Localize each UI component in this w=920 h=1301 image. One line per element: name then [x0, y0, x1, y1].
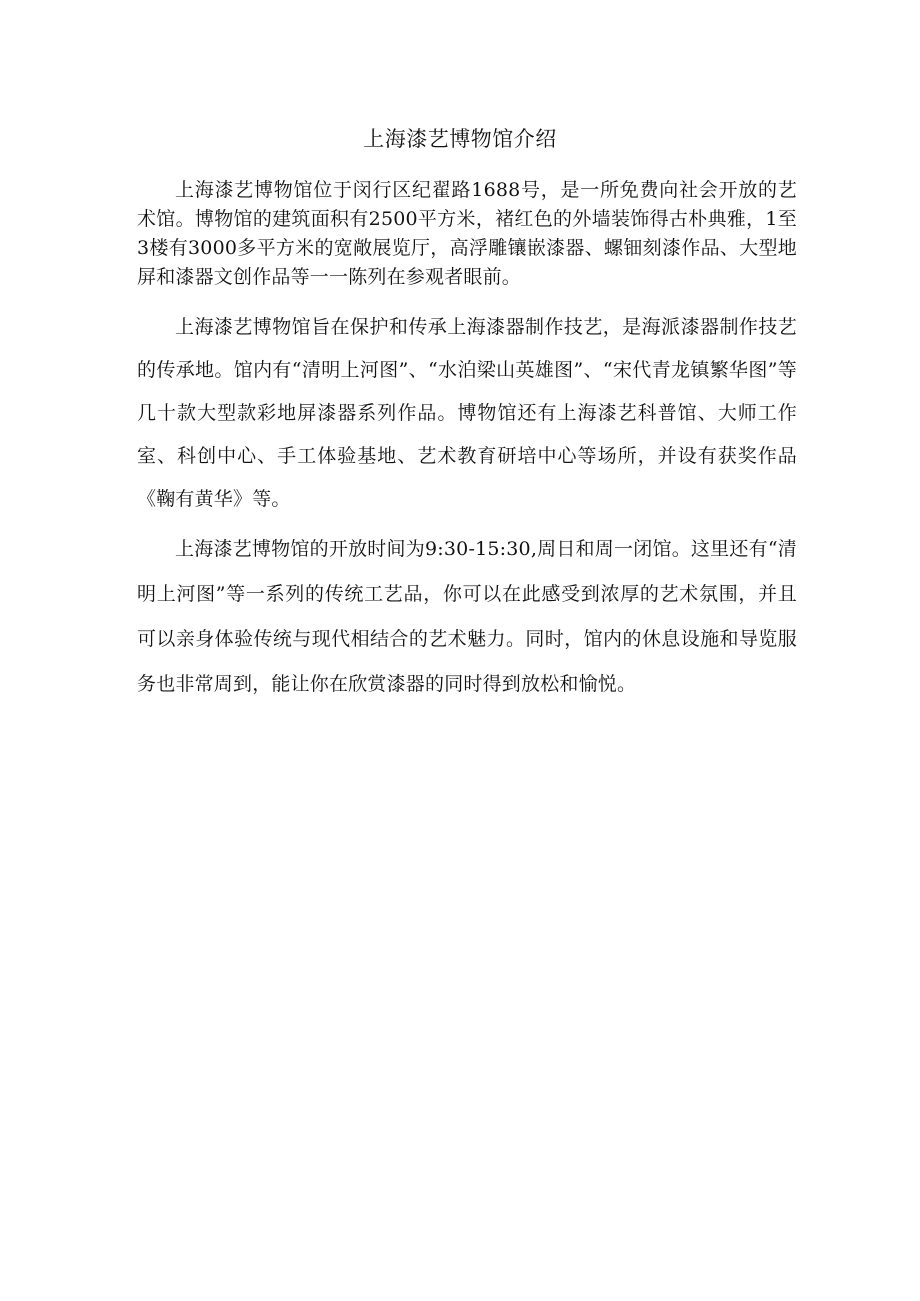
document-body: [137, 176, 797, 707]
paragraph-opening-hours: 上海漆艺博物馆的开放时间为9:30-15:30,周日和周一闭馆。这里还有“清明上河图”等一系列的传统工艺品，你可以在此感受到浓厚的艺术氛围，并且可以亲身体验传统与现代相结合的艺术魅力。同时，馆内的休息设施和导览服务也非常周到，能让你在欣赏漆器的同时得到放松和愉悦。: [137, 538, 797, 695]
document-title: 上海漆艺博物馆介绍: [363, 127, 557, 151]
paragraph-mission: 上海漆艺博物馆旨在保护和传承上海漆器制作技艺，是海派漆器制作技艺的传承地。馆内有“清明上河图”、“水泊梁山英雄图”、“宋代青龙镇繁华图”等几十款大型款彩地屏漆器系列作品。博物馆还有上海漆艺科普馆、大师工作室、科创中心、手工体验基地、艺术教育研培中心等场所，并设有获奖作品《鞠有黄华》等。: [137, 316, 797, 510]
paragraph-intro: 上海漆艺博物馆位于闵行区纪翟路1688号，是一所免费向社会开放的艺术馆。博物馆的建筑面积有2500平方米，褚红色的外墙装饰得古朴典雅，1至3楼有3000多平方米的宽敞展览厅，高浮雕镶嵌漆器、螺钿刻漆作品、大型地屏和漆器文创作品等一一陈列在参观者眼前。: [137, 179, 797, 288]
